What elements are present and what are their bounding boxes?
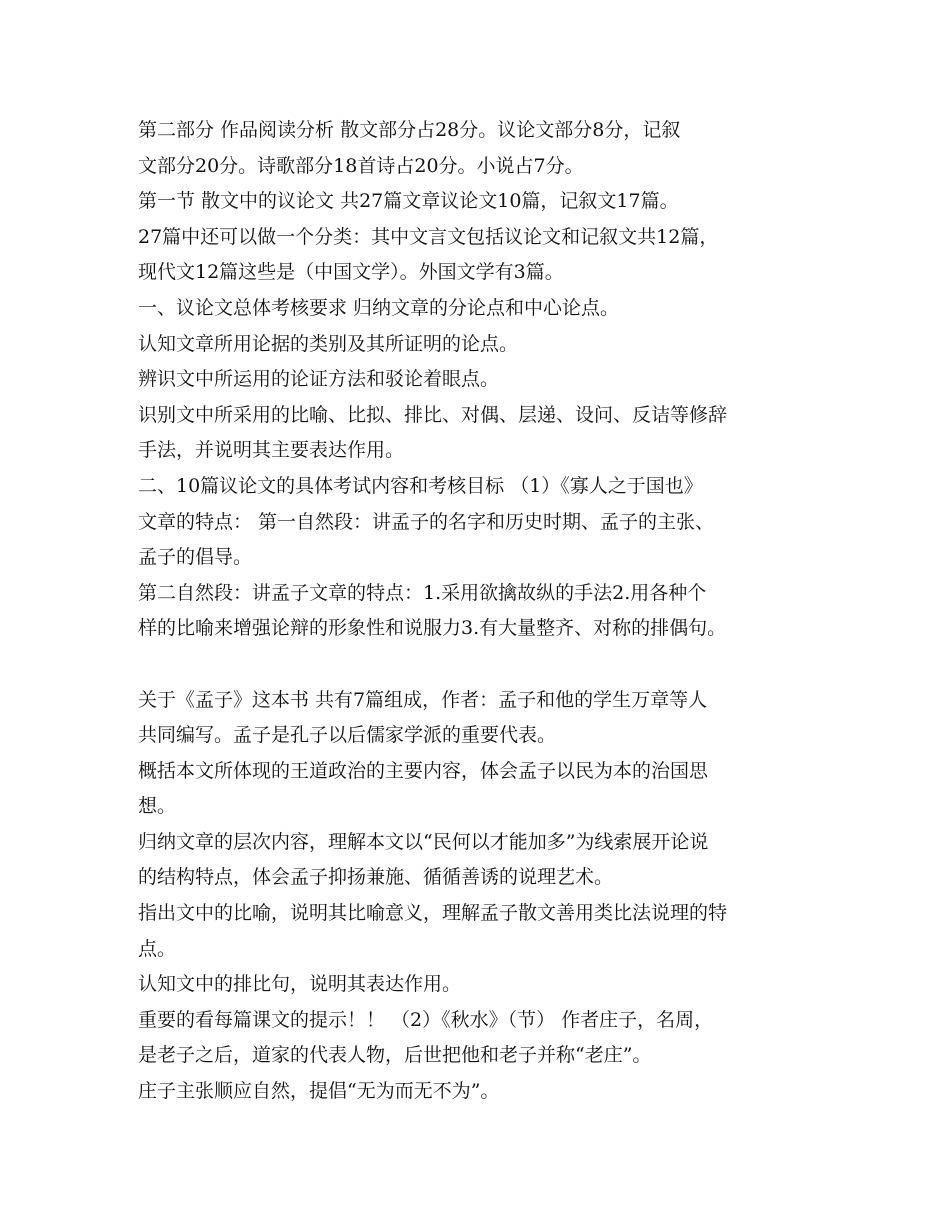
text-line: 现代文12篇这些是（中国文学）。外国文学有3篇。 bbox=[138, 261, 564, 284]
text-line: 归纳文章的层次内容，理解本文以“民何以才能加多”为线索展开论说 bbox=[138, 830, 709, 853]
text-line: 识别文中所采用的比喻、比拟、排比、对偶、层递、设问、反诘等修辞 bbox=[138, 403, 728, 426]
text-line: 概括本文所体现的王道政治的主要内容，体会孟子以民为本的治国思 bbox=[138, 759, 709, 782]
text-line: 文部分20分。诗歌部分18首诗占20分。小说占7分。 bbox=[138, 154, 584, 177]
text-line: 是老子之后，道家的代表人物，后世把他和老子并称“老庄”。 bbox=[138, 1044, 652, 1067]
text-line: 第一节 散文中的议论文 共27篇文章议论文10篇，记叙文17篇。 bbox=[138, 190, 679, 213]
text-line: 指出文中的比喻，说明其比喻意义，理解孟子散文善用类比法说理的特 bbox=[138, 902, 728, 925]
text-line: 二、10篇议论文的具体考试内容和考核目标 （1）《寡人之于国也》 bbox=[138, 474, 703, 497]
blank-line bbox=[138, 647, 838, 683]
text-line: 重要的看每篇课文的提示！！ （2）《秋水》（节） 作者庄子，名周， bbox=[138, 1008, 714, 1031]
text-line: 第二自然段：讲孟子文章的特点：1.采用欲擒故纵的手法2.用各种个 bbox=[138, 581, 707, 604]
text-line: 一、议论文总体考核要求 归纳文章的分论点和中心论点。 bbox=[138, 296, 620, 319]
text-line: 样的比喻来增强论辩的形象性和说服力3.有大量整齐、对称的排偶句。 bbox=[138, 617, 727, 640]
document-body bbox=[138, 113, 838, 1110]
text-line: 庄子主张顺应自然，提倡“无为而无不为”。 bbox=[138, 1080, 500, 1103]
text-line: 手法，并说明其主要表达作用。 bbox=[138, 439, 405, 462]
text-line: 辨识文中所运用的论证方法和驳论着眼点。 bbox=[138, 368, 500, 391]
text-line: 孟子的倡导。 bbox=[138, 546, 253, 569]
text-line: 的结构特点，体会孟子抑扬兼施、循循善诱的说理艺术。 bbox=[138, 866, 614, 889]
text-line: 认知文章所用论据的类别及其所证明的论点。 bbox=[138, 332, 519, 355]
text-line: 认知文中的排比句，说明其表达作用。 bbox=[138, 973, 462, 996]
text-line: 27篇中还可以做一个分类：其中文言文包括议论文和记叙文共12篇， bbox=[138, 225, 719, 248]
text-line: 想。 bbox=[138, 795, 177, 818]
text-line: 文章的特点： 第一自然段：讲孟子的名字和历史时期、孟子的主张、 bbox=[138, 510, 715, 533]
text-line: 点。 bbox=[138, 937, 177, 960]
text-line: 关于《孟子》这本书 共有7篇组成，作者：孟子和他的学生万章等人 bbox=[138, 688, 708, 711]
text-line: 共同编写。孟子是孔子以后儒家学派的重要代表。 bbox=[138, 724, 557, 747]
text-line: 第二部分 作品阅读分析 散文部分占28分。议论文部分8分，记叙 bbox=[138, 119, 681, 141]
